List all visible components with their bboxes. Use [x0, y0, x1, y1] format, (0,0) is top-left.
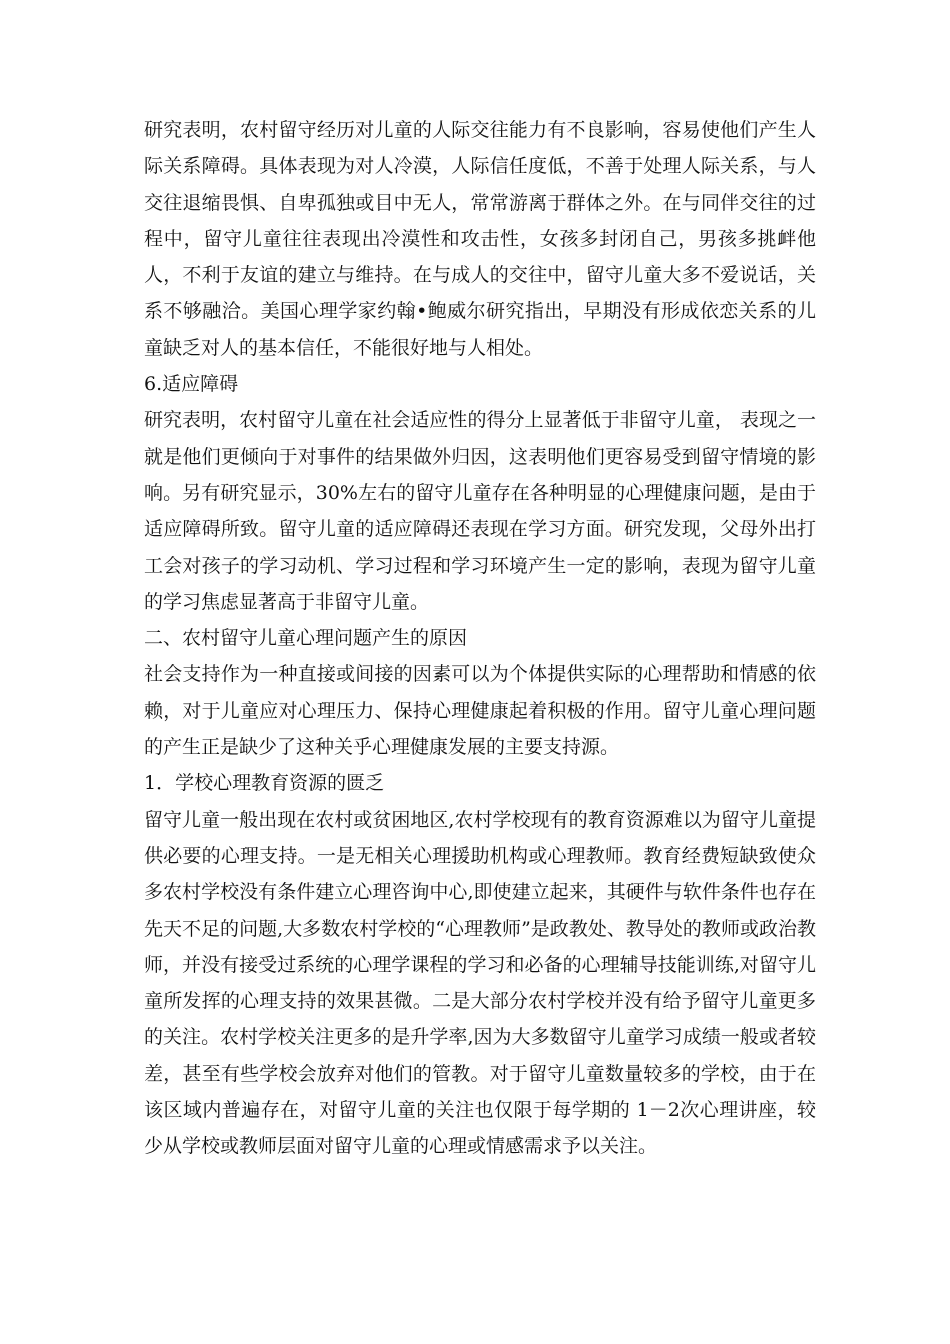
heading-section-two: 二、农村留守儿童心理问题产生的原因	[144, 627, 468, 650]
paragraph-adaptation: 研究表明，农村留守儿童在社会适应性的得分上显著低于非留守儿童， 表现之一就是他们更倾向于对事件的结果做外归因，这表明他们更容易受到留守情境的影响。另有研究显示，30%左右的留守儿童存在各种明显的心理健康问题，是由于适应障碍所致。留守儿童的适应障碍还表现在学习方面。研究发现，父母外出打工会对孩子的学习动机、学习过程和学习环境产生一定的影响，表现为留守儿童的学习焦虑显著高于非留守儿童。	[144, 409, 816, 613]
paragraph-school-resources: 留守儿童一般出现在农村或贫困地区,农村学校现有的教育资源难以为留守儿童提供必要的心理支持。一是无相关心理援助机构或心理教师。教育经费短缺致使众多农村学校没有条件建立心理咨询中心,即使建立起来，其硬件与软件条件也存在先天不足的问题,大多数农村学校的“心理教师”是政教处、教导处的教师或政治教师，并没有接受过系统的心理学课程的学习和必备的心理辅导技能训练,对留守儿童所发挥的心理支持的效果甚微。二是大部分农村学校并没有给予留守儿童更多的关注。农村学校关注更多的是升学率,因为大多数留守儿童学习成绩一般或者较差，甚至有些学校会放弃对他们的管教。对于留守儿童数量较多的学校，由于在该区域内普遍存在，对留守儿童的关注也仅限于每学期的 1－2次心理讲座，较少从学校或教师层面对留守儿童的心理或情感需求予以关注。	[144, 808, 816, 1158]
heading-school-resources: 1．学校心理教育资源的匮乏	[144, 772, 385, 795]
paragraph-interpersonal: 研究表明，农村留守经历对儿童的人际交往能力有不良影响，容易使他们产生人际关系障碍。具体表现为对人冷漠，人际信任度低，不善于处理人际关系，与人交往退缩畏惧、自卑孤独或目中无人，常常游离于群体之外。在与同伴交往的过程中，留守儿童往往表现出冷漠性和攻击性，女孩多封闭自己，男孩多挑衅他人，不利于友谊的建立与维持。在与成人的交往中，留守儿童大多不爱说话，关系不够融洽。美国心理学家约翰•鲍威尔研究指出，早期没有形成依恋关系的儿童缺乏对人的基本信任，不能很好地与人相处。	[144, 119, 816, 359]
paragraph-social-support: 社会支持作为一种直接或间接的因素可以为个体提供实际的心理帮助和情感的依赖，对于儿童应对心理压力、保持心理健康起着积极的作用。留守儿童心理问题的产生正是缺少了这种关乎心理健康发展的主要支持源。	[144, 663, 816, 759]
document-body	[144, 112, 816, 1165]
heading-adaptation-disorder: 6.适应障碍	[144, 373, 239, 396]
